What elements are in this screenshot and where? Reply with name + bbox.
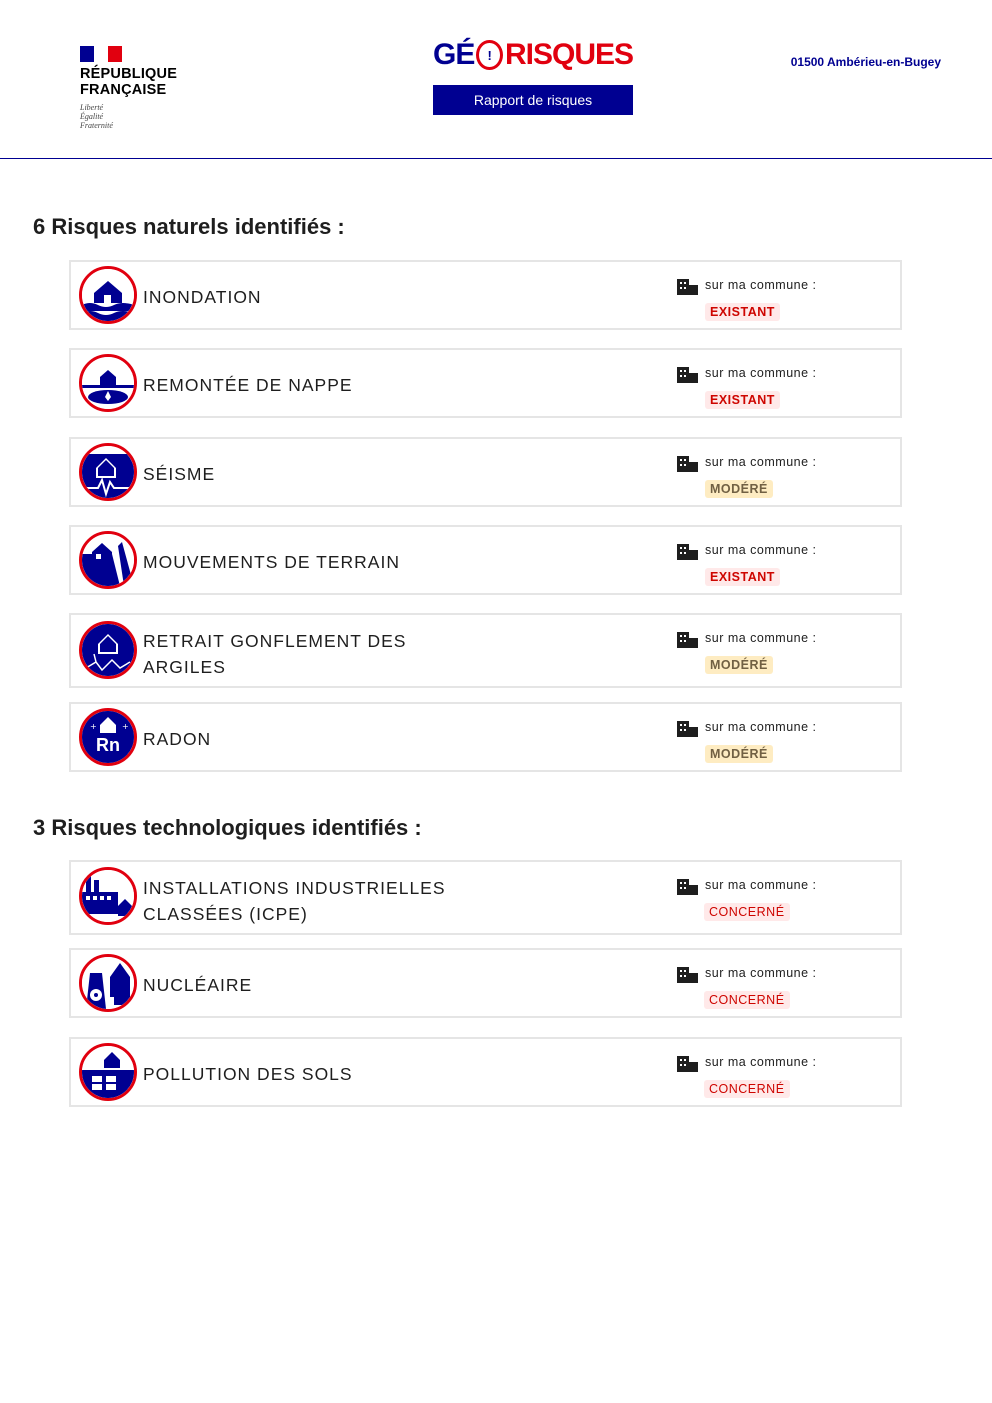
commune-label: sur ma commune : [705, 966, 817, 980]
status-badge: CONCERNÉ [704, 991, 790, 1009]
clay-icon [79, 621, 137, 679]
commune-label: sur ma commune : [705, 455, 817, 469]
svg-text:Rn: Rn [96, 735, 120, 755]
risk-name: POLLUTION DES SOLS [143, 1064, 353, 1084]
risk-card-pollution-sols [69, 1037, 902, 1107]
georisques-logo [433, 36, 633, 74]
risk-card-retrait-gonflement-argiles [69, 613, 902, 688]
radon-icon [79, 708, 137, 766]
natural-risks-title: 6 Risques naturels identifiés : [33, 214, 345, 239]
flood-icon [79, 266, 137, 324]
building-icon [676, 455, 699, 473]
risk-card-seisme [69, 437, 902, 507]
commune-label: sur ma commune : [705, 631, 817, 645]
risk-name: MOUVEMENTS DE TERRAIN [143, 552, 400, 572]
commune-label: sur ma commune : [705, 878, 817, 892]
svg-text:+: + [122, 722, 129, 731]
commune-label: sur ma commune : [705, 366, 817, 380]
risk-card-radon [69, 702, 902, 772]
earthquake-icon [79, 443, 137, 501]
soil-pollution-icon [79, 1043, 137, 1101]
risk-card-inondation [69, 260, 902, 330]
nuclear-icon [79, 954, 137, 1012]
risk-name: REMONTÉE DE NAPPE [143, 375, 353, 395]
status-badge: CONCERNÉ [704, 1080, 790, 1098]
building-icon [676, 966, 699, 984]
building-icon [676, 278, 699, 296]
landslide-icon [79, 531, 137, 589]
commune-name: 01500 Ambérieu-en-Bugey [790, 55, 941, 69]
commune-label: sur ma commune : [705, 543, 817, 557]
status-badge: CONCERNÉ [704, 903, 790, 921]
flag-icon [80, 46, 122, 62]
risk-name: RADON [143, 729, 212, 749]
logo-ge: GÉ [433, 38, 475, 71]
risk-card-nucleaire [69, 948, 902, 1018]
france-map-icon: ! [476, 40, 503, 70]
building-icon [676, 878, 699, 896]
devise-fraternite: Fraternité [80, 121, 113, 130]
groundwater-icon [79, 354, 137, 412]
status-badge: MODÉRÉ [705, 480, 773, 498]
commune-label: sur ma commune : [705, 1055, 817, 1069]
status-badge: EXISTANT [705, 391, 780, 409]
building-icon [676, 1055, 699, 1073]
logo-risques: RISQUES [504, 38, 633, 71]
status-badge: EXISTANT [705, 568, 780, 586]
svg-text:+: + [90, 722, 97, 731]
risk-name: SÉISME [143, 464, 216, 484]
risk-name-line-1: RETRAIT GONFLEMENT DES [143, 631, 407, 651]
republique-line-1: RÉPUBLIQUE [80, 66, 178, 82]
factory-icon [79, 867, 137, 925]
status-badge: MODÉRÉ [705, 745, 773, 763]
page-header [0, 0, 992, 159]
risk-card-icpe [69, 860, 902, 935]
republique-francaise-logo [80, 46, 177, 130]
commune-label: sur ma commune : [705, 278, 817, 292]
report-banner: Rapport de risques [433, 85, 633, 115]
building-icon [676, 720, 699, 738]
commune-label: sur ma commune : [705, 720, 817, 734]
status-badge: EXISTANT [705, 303, 780, 321]
risk-name-line-1: INSTALLATIONS INDUSTRIELLES [143, 878, 446, 898]
risk-name-line-2: ARGILES [143, 657, 226, 677]
building-icon [676, 631, 699, 649]
republique-line-2: FRANÇAISE [80, 82, 167, 98]
risk-card-remontee-nappe [69, 348, 902, 418]
devise-egalite: Égalité [80, 112, 104, 121]
risk-name-line-2: CLASSÉES (ICPE) [143, 904, 308, 924]
risk-name: INONDATION [143, 287, 262, 307]
building-icon [676, 366, 699, 384]
risk-name: NUCLÉAIRE [143, 975, 253, 995]
building-icon [676, 543, 699, 561]
devise-liberte: Liberté [80, 103, 104, 112]
technological-risks-title: 3 Risques technologiques identifiés : [33, 815, 422, 840]
status-badge: MODÉRÉ [705, 656, 773, 674]
risk-card-mouvements-terrain [69, 525, 902, 595]
